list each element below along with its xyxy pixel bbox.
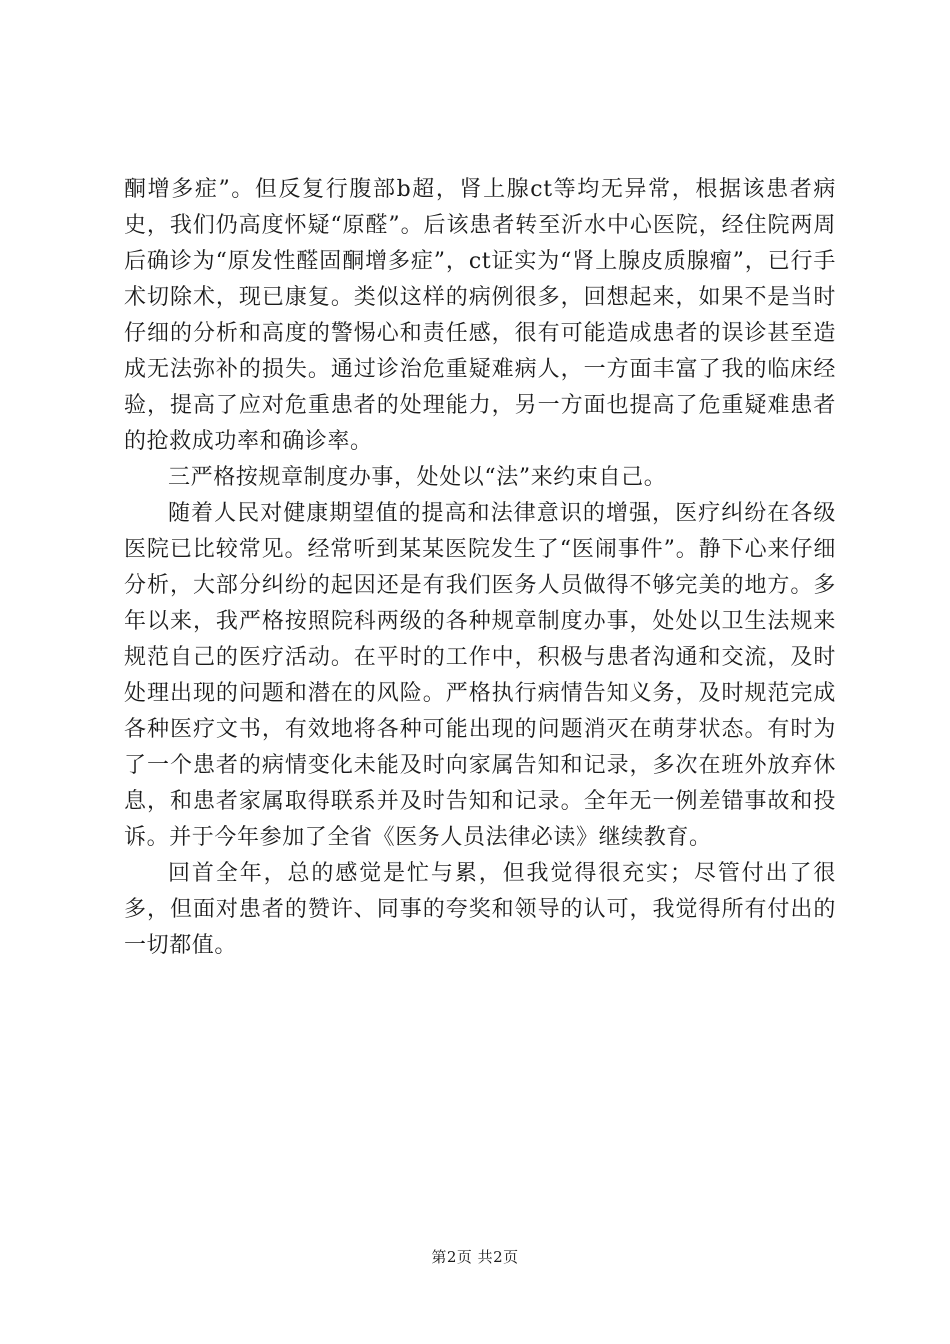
paragraph: 随着人民对健康期望值的提高和法律意识的增强，医疗纠纷在各级医院已比较常见。经常听到某某医院发生了“医闹事件”。静下心来仔细分析，大部分纠纷的起因还是有我们医务人员做得不够完美的地方。多年以来，我严格按照院科两级的各种规章制度办事，处处以卫生法规来规范自己的医疗活动。在平时的工作中，积极与患者沟通和交流，及时处理出现的问题和潜在的风险。严格执行病情告知义务，及时规范完成各种医疗文书，有效地将各种可能出现的问题消灭在萌芽状态。有时为了一个患者的病情变化未能及时向家属告知和记录，多次在班外放弃休息，和患者家属取得联系并及时告知和记录。全年无一例差错事故和投诉。并于今年参加了全省《医务人员法律必读》继续教育。 bbox=[124, 501, 836, 850]
section-heading: 三严格按规章制度办事，处处以“法”来约束自己。 bbox=[168, 465, 667, 490]
paragraph-continued: 酮增多症”。但反复行腹部b超，肾上腺ct等均无异常，根据该患者病史，我们仍高度怀疑“原醛”。后该患者转至沂水中心医院，经住院两周后确诊为“原发性醛固酮增多症”，ct证实为“肾上腺皮质腺瘤”，已行手术切除术，现已康复。类似这样的病例很多，回想起来，如果不是当时仔细的分析和高度的警惕心和责任感，很有可能造成患者的误诊甚至造成无法弥补的损失。通过诊治危重疑难病人，一方面丰富了我的临床经验，提高了应对危重患者的处理能力，另一方面也提高了危重疑难患者的抢救成功率和确诊率。 bbox=[124, 177, 836, 454]
document-body bbox=[124, 172, 836, 964]
paragraph: 回首全年，总的感觉是忙与累，但我觉得很充实；尽管付出了很多，但面对患者的赞许、同事的夸奖和领导的认可，我觉得所有付出的一切都值。 bbox=[124, 861, 836, 958]
page-number-footer: 第2页 共2页 bbox=[431, 1248, 519, 1266]
